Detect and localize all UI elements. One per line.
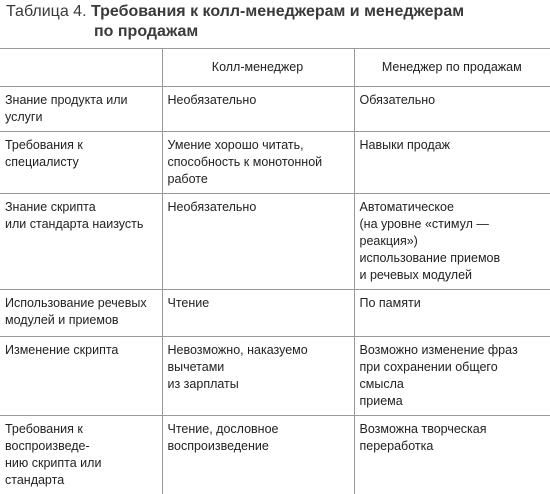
- call-manager-cell: Чтение, дословное воспроизведение: [162, 416, 354, 494]
- table-header-row: [0, 49, 550, 87]
- row-label: Знание продукта или услуги: [0, 87, 162, 132]
- table-row: [0, 87, 550, 132]
- caption-prefix: Таблица 4.: [6, 3, 87, 20]
- header-empty: [0, 49, 162, 87]
- table-row: [0, 194, 550, 290]
- sales-manager-cell: Автоматическое (на уровне «стимул — реакция») использование приемов и речевых модулей: [354, 194, 550, 290]
- header-call-manager: Колл-менеджер: [162, 49, 354, 87]
- call-manager-cell: Необязательно: [162, 194, 354, 290]
- sales-manager-cell: Обязательно: [354, 87, 550, 132]
- sales-manager-cell: Возможно изменение фраз при сохранении общего смысла приема: [354, 337, 550, 416]
- row-label: Использование речевых модулей и приемов: [0, 290, 162, 337]
- sales-manager-cell: Навыки продаж: [354, 132, 550, 194]
- call-manager-cell: Невозможно, наказуемо вычетами из зарплаты: [162, 337, 354, 416]
- caption-title-line1: Требования к колл-менеджерам и менеджерам: [91, 3, 464, 20]
- sales-manager-cell: Возможна творческая переработка: [354, 416, 550, 494]
- sales-manager-cell: По памяти: [354, 290, 550, 337]
- table-row: [0, 337, 550, 416]
- table-row: [0, 290, 550, 337]
- call-manager-cell: Необязательно: [162, 87, 354, 132]
- call-manager-cell: Чтение: [162, 290, 354, 337]
- row-label: Требования к воспроизведе- нию скрипта или стандарта: [0, 416, 162, 494]
- requirements-table: [0, 48, 550, 494]
- row-label: Изменение скрипта: [0, 337, 162, 416]
- caption-title-line2: по продажам: [6, 22, 546, 42]
- table-row: [0, 132, 550, 194]
- table-caption: [6, 2, 546, 42]
- row-label: Требования к специалисту: [0, 132, 162, 194]
- header-sales-manager: Менеджер по продажам: [354, 49, 550, 87]
- call-manager-cell: Умение хорошо читать, способность к монотонной работе: [162, 132, 354, 194]
- row-label: Знание скрипта или стандарта наизусть: [0, 194, 162, 290]
- table-row: [0, 416, 550, 494]
